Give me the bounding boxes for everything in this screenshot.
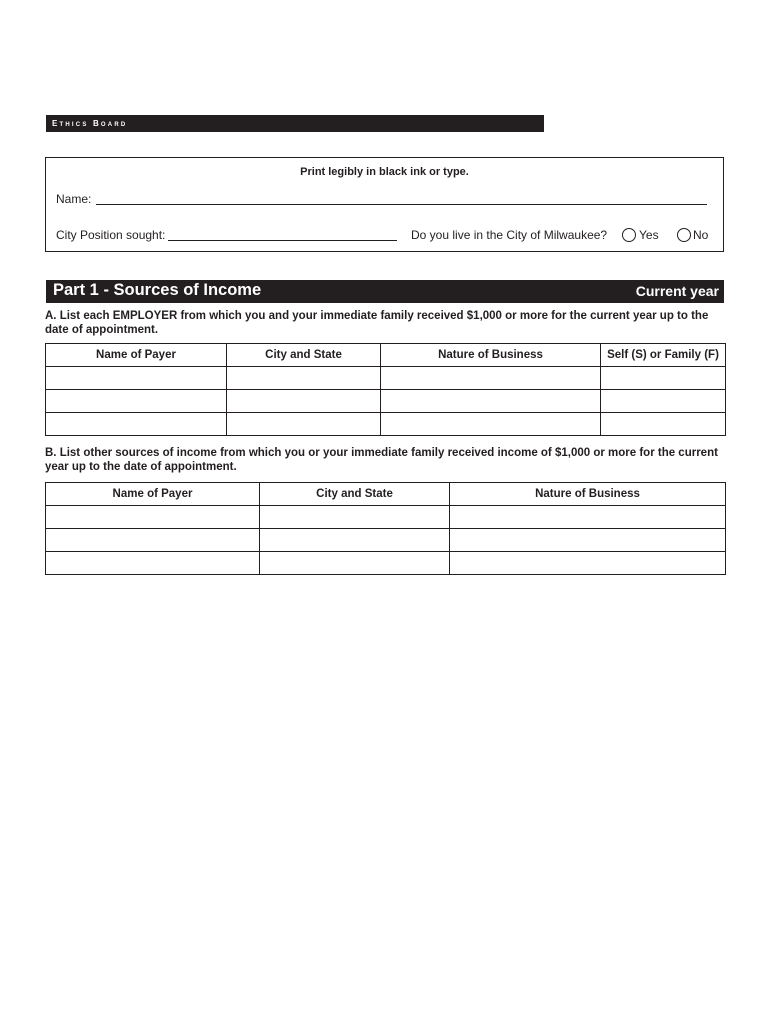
employer-table xyxy=(45,343,726,436)
other-income-table xyxy=(45,482,726,575)
table-row xyxy=(46,529,726,552)
column-header: Name of Payer xyxy=(46,344,227,367)
table-cell[interactable] xyxy=(46,413,227,436)
table-cell[interactable] xyxy=(450,552,726,575)
table-header-row xyxy=(46,344,726,367)
column-header: Nature of Business xyxy=(381,344,601,367)
column-header: Nature of Business xyxy=(450,483,726,506)
yes-radio[interactable] xyxy=(622,228,636,242)
board-label: Ethics Board xyxy=(52,119,128,128)
column-header: Name of Payer xyxy=(46,483,260,506)
section-b-instruction: B. List other sources of income from which you or your immediate family received income of $1,000 or more for the current year up to the date of appointment. xyxy=(45,447,718,473)
table-cell[interactable] xyxy=(601,413,726,436)
table-cell[interactable] xyxy=(46,390,227,413)
position-field[interactable] xyxy=(168,240,397,241)
table-row xyxy=(46,413,726,436)
name-label: Name: xyxy=(56,192,92,206)
table-cell[interactable] xyxy=(260,506,450,529)
part1-period: Current year xyxy=(635,283,719,299)
part1-title: Part 1 - Sources of Income xyxy=(53,281,262,299)
position-row xyxy=(56,228,711,244)
table-row xyxy=(46,552,726,575)
no-label: No xyxy=(693,228,709,242)
no-radio[interactable] xyxy=(677,228,691,242)
table-cell[interactable] xyxy=(227,390,381,413)
table-cell[interactable] xyxy=(601,367,726,390)
table-cell[interactable] xyxy=(260,552,450,575)
table-cell[interactable] xyxy=(381,413,601,436)
table-cell[interactable] xyxy=(260,529,450,552)
table-row xyxy=(46,390,726,413)
part1-header xyxy=(46,280,724,303)
table-cell[interactable] xyxy=(450,529,726,552)
table-cell[interactable] xyxy=(450,506,726,529)
table-cell[interactable] xyxy=(601,390,726,413)
name-row xyxy=(56,192,707,208)
table-cell[interactable] xyxy=(46,367,227,390)
position-label: City Position sought: xyxy=(56,228,166,242)
name-field[interactable] xyxy=(96,204,707,205)
table-header-row xyxy=(46,483,726,506)
table-cell[interactable] xyxy=(46,506,260,529)
milwaukee-question: Do you live in the City of Milwaukee? xyxy=(411,228,608,242)
column-header: City and State xyxy=(227,344,381,367)
table-cell[interactable] xyxy=(46,529,260,552)
table-row xyxy=(46,506,726,529)
column-header: City and State xyxy=(260,483,450,506)
section-a-instruction: A. List each EMPLOYER from which you and your immediate family received $1,000 or more for the current year up to the date of appointment. xyxy=(45,310,709,336)
table-cell[interactable] xyxy=(381,367,601,390)
table-cell[interactable] xyxy=(381,390,601,413)
applicant-info-box xyxy=(45,157,724,252)
table-cell[interactable] xyxy=(46,552,260,575)
ethics-board-banner xyxy=(46,115,544,132)
table-cell[interactable] xyxy=(227,413,381,436)
print-instruction: Print legibly in black ink or type. xyxy=(300,166,469,178)
yes-label: Yes xyxy=(639,228,659,242)
table-row xyxy=(46,367,726,390)
column-header: Self (S) or Family (F) xyxy=(601,344,726,367)
table-cell[interactable] xyxy=(227,367,381,390)
